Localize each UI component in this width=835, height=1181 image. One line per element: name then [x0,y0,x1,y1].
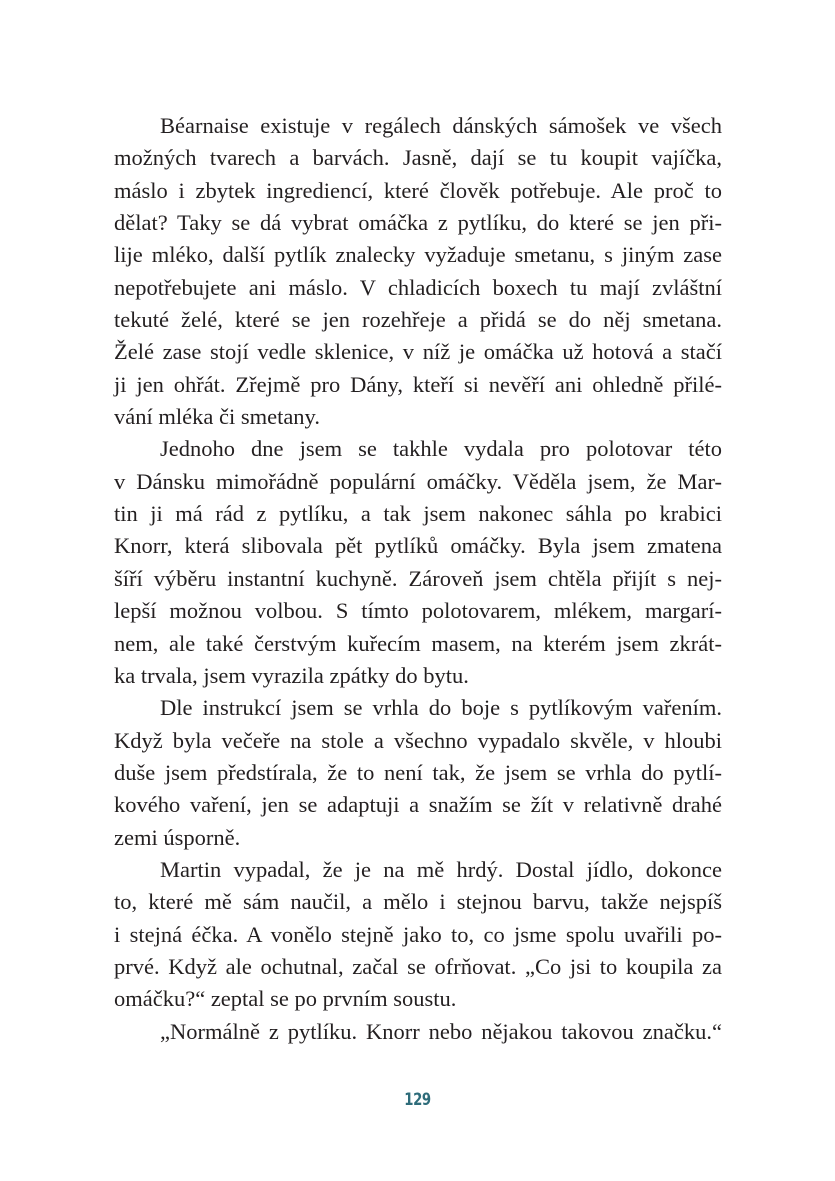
paragraph [114,692,722,854]
text-line: lepší možnou volbou. S tímto polotovarem, mlékem, margarí- [114,598,722,624]
text-line: Když byla večeře na stole a všechno vypadalo skvěle, v hloubi [114,727,722,753]
text-line: Želé zase stojí vedle sklenice, v níž je omáčka už hotová a stačí [114,339,722,365]
page-number: 129 [404,1090,431,1110]
body-text [114,110,722,1048]
text-line: tin ji má rád z pytlíku, a tak jsem nakonec sáhla po krabici [114,501,722,527]
text-line: lije mléko, další pytlík znalecky vyžaduje smetanu, s jiným zase [114,242,722,268]
text-line: prvé. Když ale ochutnal, začal se ofrňovat. „Co jsi to koupila za [114,953,722,979]
text-line: šíří výběru instantní kuchyně. Zároveň jsem chtěla přijít s nej- [114,565,722,591]
text-line: Dle instrukcí jsem se vrhla do boje s pytlíkovým vařením. [160,695,722,721]
text-line: ji jen ohřát. Zřejmě pro Dány, kteří si nevěří ani ohledně přilé- [114,371,722,397]
text-line: to, které mě sám naučil, a mělo i stejnou barvu, takže nejspíš [114,889,722,915]
text-line: vání mléka či smetany. [114,404,320,430]
text-line: „Normálně z pytlíku. Knorr nebo nějakou takovou značku.“ [160,1018,722,1044]
text-line: i stejná éčka. A vonělo stejně jako to, co jsme spolu uvařili po- [114,921,722,947]
text-line: Martin vypadal, že je na mě hrdý. Dostal jídlo, dokonce [160,856,722,882]
text-line: tekuté želé, které se jen rozehřeje a přidá se do něj smetana. [114,307,722,333]
text-line: v Dánsku mimořádně populární omáčky. Věděla jsem, že Mar- [114,468,722,494]
text-line: zemi úsporně. [114,824,241,850]
paragraph [114,854,722,1016]
text-line: ka trvala, jsem vyrazila zpátky do bytu. [114,662,469,688]
text-line: dělat? Taky se dá vybrat omáčka z pytlíku, do které se jen při- [114,210,722,236]
text-line: omáčku?“ zeptal se po prvním soustu. [114,986,457,1012]
text-line: možných tvarech a barvách. Jasně, dají se tu koupit vajíčka, [114,145,722,171]
paragraph [114,1016,722,1048]
text-line: Jednoho dne jsem se takhle vydala pro polotovar této [160,436,722,462]
paragraph [114,110,722,433]
text-line: Knorr, která slibovala pět pytlíků omáčky. Byla jsem zmatena [114,533,722,559]
text-line: Béarnaise existuje v regálech dánských sámošek ve všech [160,113,722,138]
text-line: duše jsem předstírala, že to není tak, že jsem se vrhla do pytlí- [114,759,722,785]
text-line: kového vaření, jen se adaptuji a snažím se žít v relativně drahé [114,792,722,818]
text-line: nepotřebujete ani máslo. V chladicích boxech tu mají zvláštní [114,274,722,300]
text-line: nem, ale také čerstvým kuřecím masem, na kterém jsem zkrát- [114,630,722,656]
paragraph [114,433,722,692]
text-line: máslo i zbytek ingrediencí, které člověk potřebuje. Ale proč to [114,177,722,203]
